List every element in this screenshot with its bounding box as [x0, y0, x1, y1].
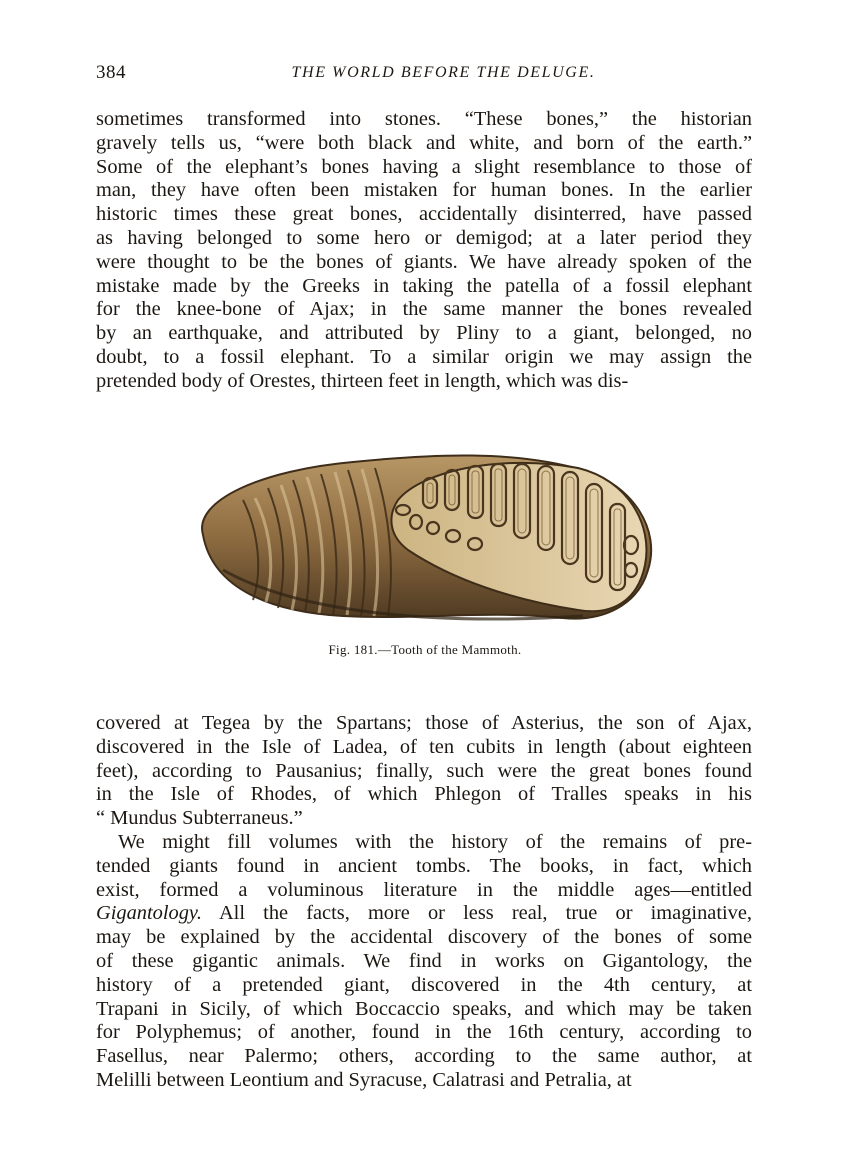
text-line: for Polyphemus; of another, found in the 16th century, according to: [96, 1021, 752, 1044]
text-line: man, they have often been mistaken for human bones. In the earlier: [96, 179, 752, 202]
text-line: for the knee-bone of Ajax; in the same manner the bones revealed: [96, 298, 752, 321]
mammoth-tooth-illustration: [183, 440, 663, 630]
page-number: 384: [96, 62, 126, 83]
text-line: exist, formed a voluminous literature in the middle ages—entitled: [96, 878, 752, 901]
text-line: were thought to be the bones of giants. We have already spoken of the: [96, 250, 752, 273]
text-line: discovered in the Isle of Ladea, of ten cubits in length (about eighteen: [96, 735, 752, 758]
text-line: Some of the elephant’s bones having a slight resemblance to those of: [96, 155, 752, 178]
mammoth-tooth-icon: [183, 440, 663, 630]
text-line: covered at Tegea by the Spartans; those of Asterius, the son of Ajax,: [96, 712, 752, 734]
text-line: We might fill volumes with the history of the remains of pre-: [118, 831, 752, 853]
text-line: Fasellus, near Palermo; others, according to the same author, at: [96, 1045, 752, 1068]
text-line: history of a pretended giant, discovered in the 4th century, at: [96, 973, 752, 996]
body-paragraph-3: [96, 831, 752, 1093]
text-line: as having belonged to some hero or demigod; at a later period they: [96, 226, 752, 249]
text-line: may be explained by the accidental discovery of the bones of some: [96, 926, 752, 949]
text-line: in the Isle of Rhodes, of which Phlegon of Tralles speaks in his: [96, 783, 752, 806]
text-line: doubt, to a fossil elephant. To a similar origin we may assign the: [96, 345, 752, 368]
text-line: tended giants found in ancient tombs. The books, in fact, which: [96, 854, 752, 877]
text-line: pretended body of Orestes, thirteen feet in length, which was dis-: [96, 369, 629, 392]
text-line: of these gigantic animals. We find in works on Gigantology, the: [96, 949, 752, 972]
text-line: gravely tells us, “were both black and white, and born of the earth.”: [96, 131, 752, 154]
figure-caption: Fig. 181.—Tooth of the Mammoth.: [328, 642, 522, 657]
text-line: Melilli between Leontium and Syracuse, Calatrasi and Petralia, at: [96, 1068, 632, 1091]
text-line: by an earthquake, and attributed by Pliny to a giant, belonged, no: [96, 322, 752, 345]
text-line: mistake made by the Greeks in taking the patella of a fossil elephant: [96, 274, 752, 297]
text-line: historic times these great bones, accidentally disinterred, have passed: [96, 203, 752, 226]
text-line: “ Mundus Subterraneus.”: [96, 807, 303, 830]
text-line: Gigantology. All the facts, more or less real, true or imaginative,: [96, 902, 752, 925]
body-paragraph-1: [96, 108, 752, 394]
text-line: feet), according to Pausanius; finally, such were the great bones found: [96, 759, 752, 782]
body-paragraph-2: [96, 712, 752, 831]
running-title: THE WORLD BEFORE THE DELUGE.: [291, 64, 596, 81]
page-header: [96, 62, 751, 88]
text-line: Trapani in Sicily, of which Boccaccio speaks, and which may be taken: [96, 997, 752, 1020]
text-line: sometimes transformed into stones. “These bones,” the historian: [96, 108, 752, 130]
